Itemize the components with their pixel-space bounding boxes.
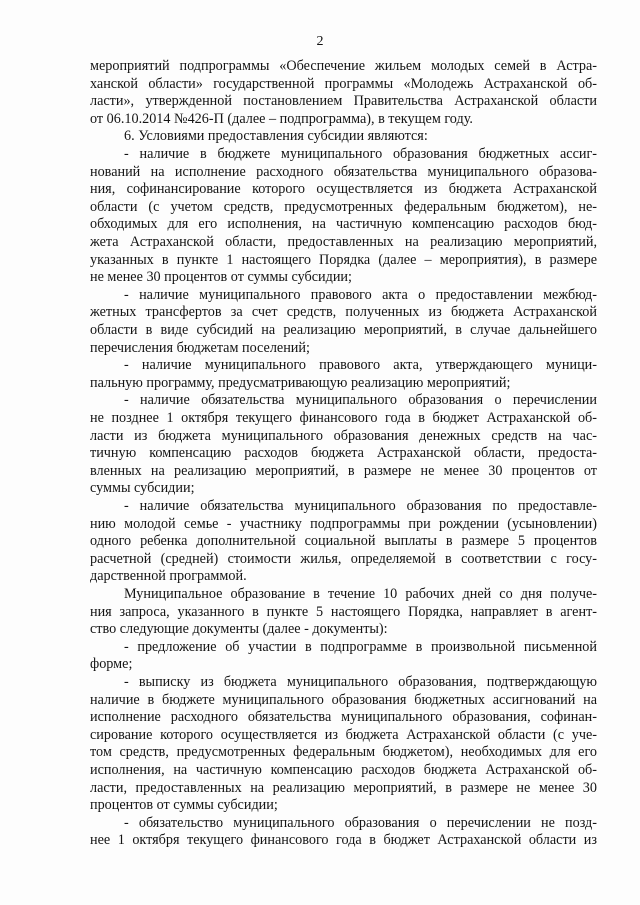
text-line: жетных трансфертов за счет средств, полученных из бюджета Астраханской: [90, 304, 597, 321]
text-line: - наличие муниципального правового акта о предоставлении межбюд-: [124, 286, 597, 303]
text-line: расчетной (средней) стоимости жилья, определяемой в соответствии с госу-: [90, 550, 597, 567]
text-line: Муниципальное образование в течение 10 рабочих дней со дня получе-: [124, 586, 597, 602]
text-line: нее 1 октября текущего финансового года в бюджет Астраханской области из: [90, 832, 597, 849]
text-line: - обязательство муниципального образования о перечислении не позд-: [124, 814, 597, 831]
text-line: вленных на реализацию мероприятий, в размере не менее 30 процентов от: [90, 462, 597, 479]
text-line: сирование которого осуществляется из бюджета Астраханской области (с уче-: [90, 726, 597, 743]
text-line: жета Астраханской области, предоставленных на реализацию мероприятий,: [90, 234, 597, 250]
text-line: области в виде субсидий на реализацию мероприятий, в случае дальнейшего: [90, 322, 597, 338]
text-line: том средств, предусмотренных федеральным бюджетом), необходимых для его: [90, 744, 597, 761]
page-number: 2: [316, 34, 324, 49]
text-line: перечисления бюджетам поселений;: [90, 339, 310, 356]
text-line: ния, софинансирование которого осуществляется из бюджета Астраханской: [90, 181, 597, 198]
text-line: ласти», утвержденной постановлением Правительства Астраханской области: [90, 93, 597, 110]
text-line: исполнения, на частичную компенсацию расходов бюджета Астраханской об-: [90, 762, 597, 778]
text-line: ния запроса, указанного в пункте 5 настоящего Порядка, направляет в агент-: [90, 603, 597, 620]
text-line: не менее 30 процентов от суммы субсидии;: [90, 269, 352, 286]
text-line: ханской области» государственной программы «Молодежь Астраханской об-: [90, 75, 597, 92]
text-line: суммы субсидии;: [90, 480, 195, 497]
text-line: нию молодой семье - участнику подпрограммы при рождении (усыновлении): [90, 515, 597, 532]
text-line: - предложение об участии в подпрограмме в произвольной письменной: [124, 638, 597, 655]
text-line: процентов от суммы субсидии;: [90, 797, 278, 814]
text-line: - наличие обязательства муниципального образования о перечислении: [124, 392, 597, 409]
text-line: одного ребенка дополнительной социальной выплаты в размере 5 процентов: [90, 533, 597, 550]
text-line: не позднее 1 октября текущего финансового года в бюджет Астраханской об-: [90, 410, 597, 426]
text-line: наличие в бюджете муниципального образования бюджетных ассигнований на: [90, 691, 597, 708]
text-line: - наличие муниципального правового акта, утверждающего муници-: [124, 357, 597, 374]
text-line: - наличие в бюджете муниципального образования бюджетных ассиг-: [124, 146, 597, 162]
text-line: от 06.10.2014 №426-П (далее – подпрограмма), в текущем году.: [90, 110, 473, 127]
text-line: ласти, предоставленных на реализацию мероприятий, в размере не менее 30: [90, 779, 597, 796]
text-line: пальную программу, предусматривающую реализацию мероприятий;: [90, 374, 511, 391]
text-line: - выписку из бюджета муниципального образования, подтверждающую: [124, 674, 597, 690]
text-line: ласти из бюджета муниципального образования денежных средств на час-: [90, 427, 597, 444]
text-line: тичную компенсацию расходов бюджета Астраханской области, предоста-: [90, 445, 597, 462]
text-line: обходимых для его исполнения, на частичную компенсацию расходов бюд-: [90, 216, 597, 233]
text-line: нований на исполнение расходного обязательства муниципального образова-: [90, 163, 597, 180]
text-line: области (с учетом средств, предусмотренных федеральным бюджетом), не-: [90, 198, 597, 215]
text-line: ство следующие документы (далее - документы):: [90, 621, 388, 638]
text-line: 6. Условиями предоставления субсидии являются:: [124, 128, 428, 145]
text-line: указанных в пункте 1 настоящего Порядка (далее – мероприятия), в размере: [90, 251, 597, 268]
text-line: дарственной программой.: [90, 568, 247, 585]
text-line: мероприятий подпрограммы «Обеспечение жильем молодых семей в Астра-: [90, 58, 597, 74]
text-line: форме;: [90, 656, 133, 673]
text-line: - наличие обязательства муниципального образования по предоставле-: [124, 498, 597, 514]
text-line: исполнение расходного обязательства муниципального образования, софинан-: [90, 709, 597, 726]
